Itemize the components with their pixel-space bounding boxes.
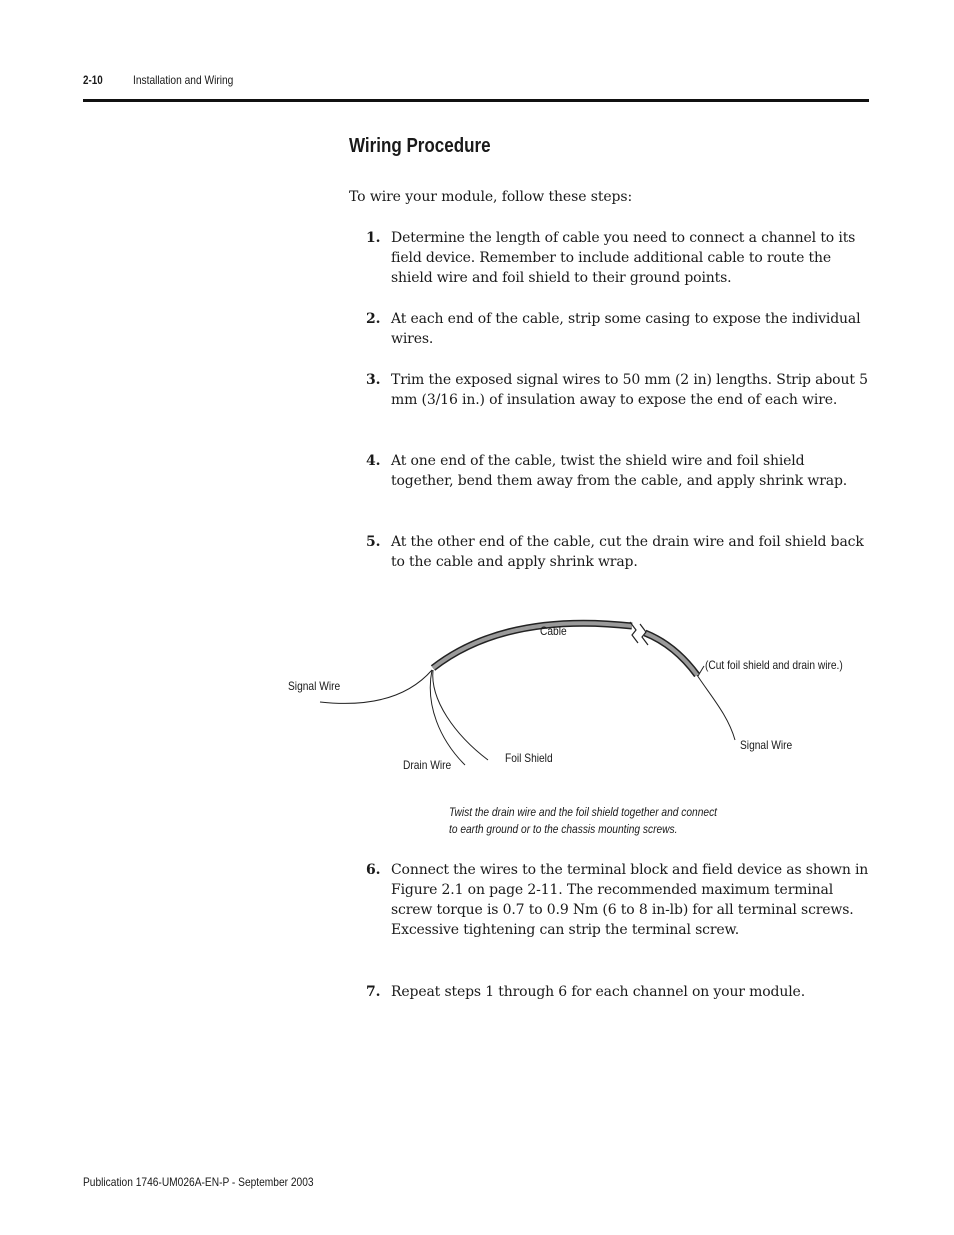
signal-wire-left-label: Signal Wire [288,679,341,693]
step-text: Repeat steps 1 through 6 for each channel on your module. [391,984,805,1000]
caption-line: Twist the drain wire and the foil shield together and connect [449,805,718,819]
step-text: Determine the length of cable you need to connect a channel to its field device. Remember to include additional cable to route the shield wire and foil shield to their ground points. [391,230,856,286]
step-item [366,532,870,572]
step-text: At one end of the cable, twist the shield wire and foil shield together, bend them away from the cable, and apply shrink wrap. [391,453,848,489]
cable-segment-left [433,623,632,668]
step-text: Trim the exposed signal wires to 50 mm (2 in) lengths. Strip about 5 mm (3/16 in.) of insulation away to expose the end of each wire. [391,372,868,408]
step-text: Connect the wires to the terminal block and field device as shown in Figure 2.1 on page 2-11. The recommended maximum terminal screw torque is 0.7 to 0.9 Nm (6 to 8 in-lb) for all terminal screws. Excessive tightening can strip the terminal screw. [391,862,869,938]
foil-shield-wire [433,670,488,760]
step-item [366,982,870,1002]
cable-label: Cable [540,624,567,638]
section-title: Wiring Procedure [349,135,491,157]
step-number: 4. [366,453,381,469]
page-number: 2-10 [83,73,103,87]
step-item [366,370,870,410]
step-text: At the other end of the cable, cut the drain wire and foil shield back to the cable and apply shrink wrap. [391,534,864,570]
step-number: 5. [366,534,381,550]
step-number: 3. [366,372,381,388]
drain-wire-label: Drain Wire [403,758,452,772]
step-number: 1. [366,230,381,246]
page-footer: Publication 1746-UM026A-EN-P - September 2003 [83,1175,314,1189]
signal-wire-right-label: Signal Wire [740,738,793,752]
step-item [366,228,870,288]
step-item [366,451,870,491]
step-text: At each end of the cable, strip some casing to expose the individual wires. [391,311,861,347]
step-item [366,309,870,349]
step-number: 7. [366,984,381,1000]
chapter-title: Installation and Wiring [133,73,234,87]
page-header [83,73,869,102]
intro-text: To wire your module, follow these steps: [349,189,633,205]
foil-shield-label: Foil Shield [505,751,553,765]
cable-segment-right [645,633,697,675]
step-number: 6. [366,862,381,878]
cut-note-leader [698,666,704,676]
cut-note-label: (Cut foil shield and drain wire.) [705,658,843,672]
step-number: 2. [366,311,381,327]
figure-caption [449,804,806,838]
caption-line: to earth ground or to the chassis mounting screws. [449,822,678,836]
step-item [366,860,870,940]
signal-wire-right [697,675,735,740]
